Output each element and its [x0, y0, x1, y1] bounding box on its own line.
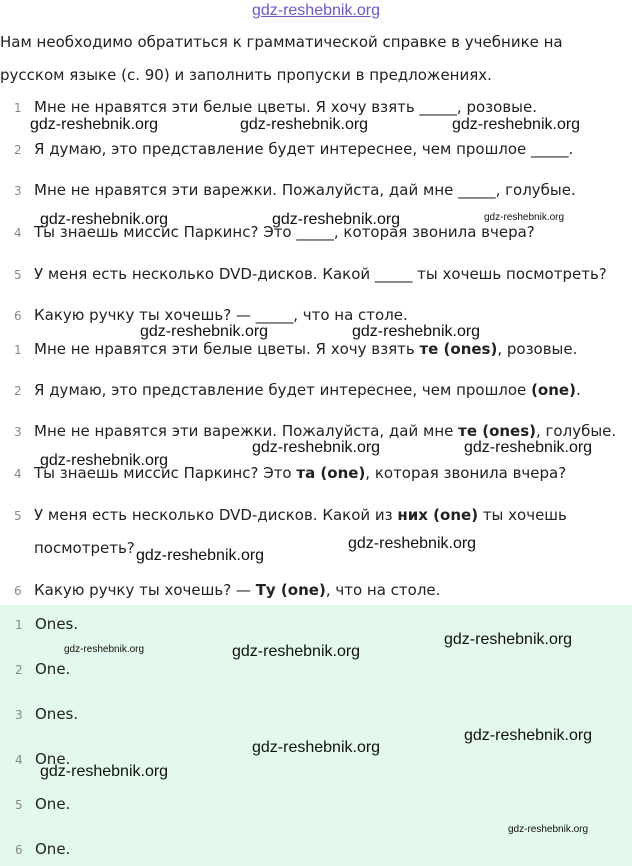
item-text: Ты знаешь миссис Паркинс? Это _____, которая звонила вчера?	[34, 223, 535, 241]
item-number: 1	[14, 101, 22, 115]
item-text: Я думаю, это представление будет интереснее, чем прошлое (one).	[34, 381, 581, 399]
watermark: gdz-reshebnik.org	[240, 116, 369, 133]
item-number: 4	[15, 753, 23, 767]
watermark: gdz-reshebnik.org	[40, 211, 169, 228]
item-number: 5	[14, 268, 22, 282]
intro-line-2: русском языке (с. 90) и заполнить пропуски в предложениях.	[0, 66, 492, 84]
item-text: Мне не нравятся эти варежки. Пожалуйста, дай мне _____, голубые.	[34, 181, 576, 199]
watermark: gdz-reshebnik.org	[140, 323, 269, 340]
watermark: gdz-reshebnik.org	[30, 116, 159, 133]
answer-text: Ones.	[35, 705, 79, 723]
intro-line-1: Нам необходимо обратиться к грамматической справке в учебнике на	[0, 33, 563, 51]
answer-highlight: Ту (one)	[255, 581, 326, 599]
watermark: gdz-reshebnik.org	[352, 323, 481, 340]
watermark: gdz-reshebnik.org	[464, 727, 593, 744]
item-number: 1	[14, 343, 22, 357]
watermark: gdz-reshebnik.org	[348, 535, 477, 552]
item-number: 3	[14, 184, 22, 198]
answer-highlight: (one)	[531, 381, 576, 399]
answer-highlight: та (one)	[296, 464, 366, 482]
answer-text: One.	[35, 795, 71, 813]
item-text: У меня есть несколько DVD-дисков. Какой _____ ты хочешь посмотреть?	[34, 265, 607, 283]
item-text: Мне не нравятся эти белые цветы. Я хочу взять те (ones), розовые.	[34, 340, 578, 358]
answer-highlight: те (ones)	[419, 340, 498, 358]
item-number: 3	[14, 425, 22, 439]
watermark: gdz-reshebnik.org	[136, 547, 265, 564]
watermark: gdz-reshebnik.org	[232, 643, 361, 660]
item-text: Я думаю, это представление будет интереснее, чем прошлое _____.	[34, 140, 574, 158]
item-number: 5	[15, 798, 23, 812]
item-number: 6	[14, 309, 22, 323]
watermark: gdz-reshebnik.org	[464, 439, 593, 456]
item-number: 5	[14, 509, 22, 523]
watermark: gdz-reshebnik.org	[64, 644, 145, 655]
answer-text: One.	[35, 660, 71, 678]
item-text: У меня есть несколько DVD-дисков. Какой из них (one) ты хочешь	[34, 506, 567, 524]
answer-highlight: те (ones)	[458, 422, 537, 440]
item-text: Ты знаешь миссис Паркинс? Это та (one), которая звонила вчера?	[34, 464, 567, 482]
item-number: 4	[14, 226, 22, 240]
item-number: 6	[14, 584, 22, 598]
item-text: Какую ручку ты хочешь? — Ту (one), что на столе.	[34, 581, 441, 599]
item-text: Какую ручку ты хочешь? — _____, что на столе.	[34, 306, 408, 324]
watermark: gdz-reshebnik.org	[484, 212, 565, 223]
watermark: gdz-reshebnik.org	[252, 439, 381, 456]
item-number: 6	[15, 843, 23, 857]
site-header-link[interactable]: gdz-reshebnik.org	[251, 2, 381, 19]
answer-highlight: них (one)	[397, 506, 479, 524]
item-text: Мне не нравятся эти белые цветы. Я хочу взять _____, розовые.	[34, 98, 538, 116]
item-number: 2	[15, 663, 23, 677]
item-number: 4	[14, 467, 22, 481]
watermark: gdz-reshebnik.org	[452, 116, 581, 133]
watermark: gdz-reshebnik.org	[40, 452, 169, 469]
answer-text: One.	[35, 750, 71, 768]
item-text: Мне не нравятся эти варежки. Пожалуйста, дай мне те (ones), голубые.	[34, 422, 617, 440]
item-number: 3	[15, 708, 23, 722]
answer-text: Ones.	[35, 615, 79, 633]
watermark: gdz-reshebnik.org	[40, 763, 169, 780]
watermark: gdz-reshebnik.org	[252, 739, 381, 756]
item-number: 2	[14, 143, 22, 157]
answer-text: One.	[35, 840, 71, 858]
item-text: посмотреть?	[34, 539, 135, 557]
watermark: gdz-reshebnik.org	[272, 211, 401, 228]
watermark: gdz-reshebnik.org	[444, 631, 573, 648]
item-number: 1	[15, 618, 23, 632]
watermark: gdz-reshebnik.org	[508, 824, 589, 835]
item-number: 2	[14, 384, 22, 398]
